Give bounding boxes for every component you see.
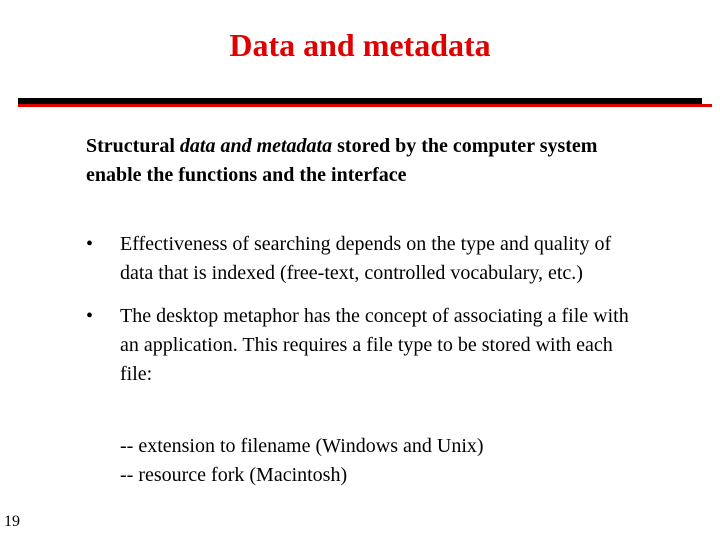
file-type-options (120, 432, 484, 490)
intro-suffix: stored by the computer system enable the functions and the interface (86, 135, 598, 186)
slide-title: Data and metadata (229, 27, 491, 63)
bullet-dot-icon: • (86, 233, 94, 255)
page-number: 19 (4, 513, 20, 530)
option-extension: -- extension to filename (Windows and Unix) (120, 435, 484, 457)
intro-prefix: Structural (86, 135, 180, 157)
bullet-item (86, 230, 646, 288)
intro-emphasis: data and metadata (179, 135, 333, 157)
bullet-dot-icon: • (86, 305, 94, 327)
bullet-text: Effectiveness of searching depends on the type and quality of data that is indexed (free-text, controlled vocabulary, etc.) (120, 233, 612, 284)
title-divider-accent (18, 104, 712, 107)
bullet-text: The desktop metaphor has the concept of associating a file with an application. This requires a file type to be stored with each file: (120, 305, 629, 385)
bullet-list (86, 230, 646, 403)
intro-paragraph (86, 132, 606, 190)
option-resource-fork: -- resource fork (Macintosh) (120, 464, 348, 486)
bullet-item (86, 302, 646, 389)
